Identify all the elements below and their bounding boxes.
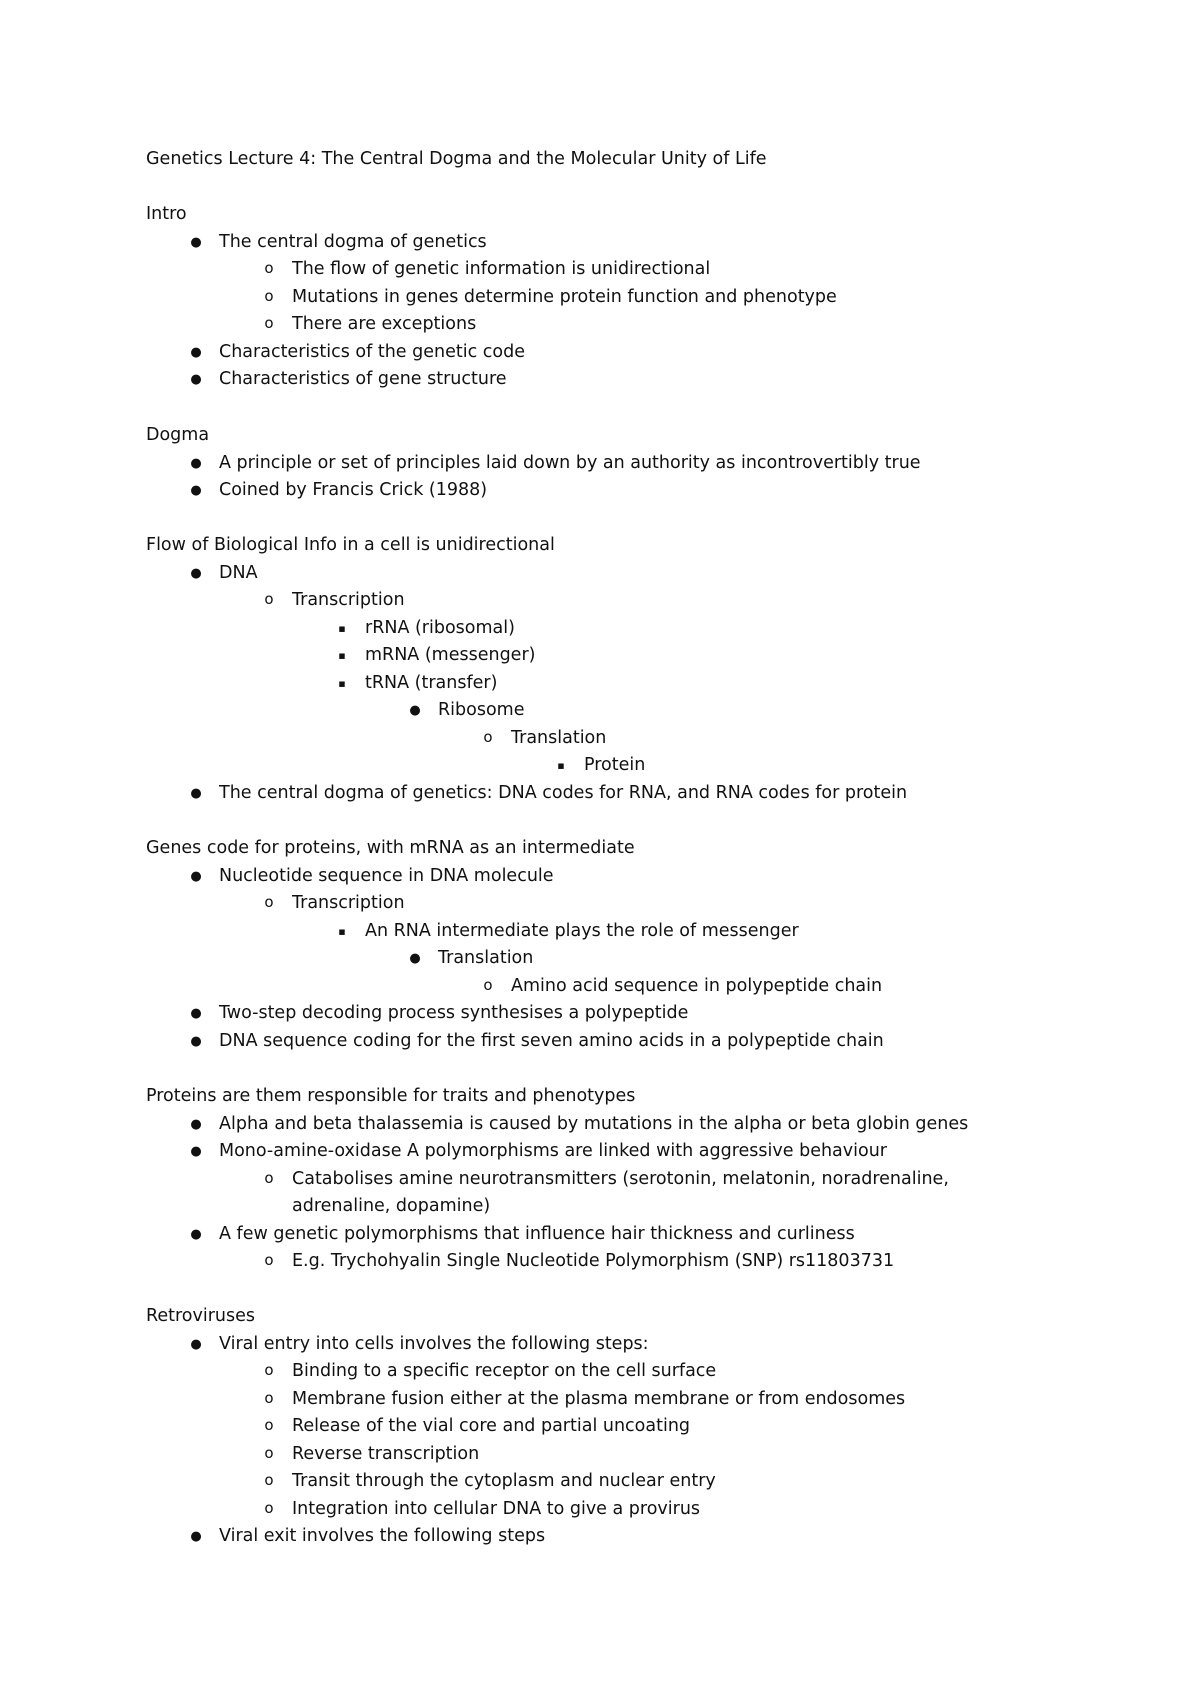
section-genes <box>146 835 1026 1055</box>
section-heading: Flow of Biological Info in a cell is unidirectional <box>146 535 555 555</box>
list-item <box>146 697 1026 725</box>
list-item-text: DNA <box>219 562 258 583</box>
list-item <box>146 918 1026 946</box>
circle-bullet-icon: o <box>264 1168 274 1187</box>
document-title: Genetics Lecture 4: The Central Dogma and the Molecular Unity of Life <box>146 149 767 169</box>
bullet-icon: ● <box>190 344 202 360</box>
square-bullet-icon: ▪ <box>338 621 346 635</box>
list-item-text: Mono-amine-oxidase A polymorphisms are linked with aggressive behaviour <box>219 1141 887 1161</box>
list-item-text: Characteristics of the genetic code <box>219 341 525 362</box>
section-heading: Intro <box>146 204 187 224</box>
section-heading: Proteins are them responsible for traits and phenotypes <box>146 1086 636 1106</box>
list-item-text: Transcription <box>292 893 405 913</box>
circle-bullet-icon: o <box>264 259 274 277</box>
list-item <box>146 1468 1026 1496</box>
circle-bullet-icon: o <box>264 286 274 305</box>
list-item-text: The central dogma of genetics <box>219 231 487 252</box>
section-intro <box>146 201 1026 394</box>
list-item-text: tRNA (transfer) <box>365 672 498 693</box>
circle-bullet-icon: o <box>264 1498 274 1517</box>
list-item-text: Reverse transcription <box>292 1443 480 1464</box>
list-item <box>146 945 1026 973</box>
list-item <box>146 725 1026 753</box>
list-item <box>146 642 1026 670</box>
list-item <box>146 1523 1026 1551</box>
list-item <box>146 560 1026 588</box>
bullet-icon: ● <box>190 1336 202 1352</box>
list-item-text: An RNA intermediate plays the role of messenger <box>365 920 799 941</box>
square-bullet-icon: ▪ <box>338 649 346 662</box>
circle-bullet-icon: o <box>264 1388 274 1407</box>
list-item <box>146 1441 1026 1469</box>
square-bullet-icon: ▪ <box>338 676 346 690</box>
circle-bullet-icon: o <box>264 1443 274 1462</box>
circle-bullet-icon: o <box>264 314 274 332</box>
bullet-icon: ● <box>190 565 202 581</box>
list-item <box>146 1413 1026 1441</box>
list-item <box>146 1496 1026 1524</box>
bullet-icon: ● <box>190 1529 202 1544</box>
bullet-icon: ● <box>190 372 202 387</box>
list-item-text: Amino acid sequence in polypeptide chain <box>511 975 883 996</box>
bullet-icon: ● <box>409 951 421 966</box>
list-item-text: Mutations in genes determine protein function and phenotype <box>292 286 837 307</box>
list-item <box>146 311 1026 339</box>
circle-bullet-icon: o <box>483 727 493 746</box>
list-item <box>146 1166 1026 1221</box>
section-dogma <box>146 422 1026 505</box>
list-item-text: Translation <box>511 727 607 748</box>
bullet-icon: ● <box>190 483 202 498</box>
list-item-text: There are exceptions <box>292 314 477 334</box>
list-item <box>146 229 1026 257</box>
list-item-text: Protein <box>584 755 646 775</box>
list-item <box>146 670 1026 698</box>
list-item-text: A few genetic polymorphisms that influence hair thickness and curliness <box>219 1223 855 1244</box>
list-item <box>146 1331 1026 1359</box>
list-item <box>146 450 1026 478</box>
list-item <box>146 366 1026 394</box>
list-item <box>146 1000 1026 1028</box>
circle-bullet-icon: o <box>264 1471 274 1489</box>
list-item-text: Integration into cellular DNA to give a provirus <box>292 1498 701 1519</box>
bullet-icon: ● <box>409 703 421 718</box>
circle-bullet-icon: o <box>264 1416 274 1434</box>
list-item <box>146 890 1026 918</box>
list-item-text: A principle or set of principles laid down by an authority as incontrovertibly true <box>219 452 921 473</box>
list-item <box>146 284 1026 312</box>
circle-bullet-icon: o <box>264 893 274 911</box>
list-item-text: Ribosome <box>438 700 525 720</box>
section-heading: Genes code for proteins, with mRNA as an intermediate <box>146 838 635 858</box>
list-item <box>146 1138 1026 1166</box>
list-item <box>146 339 1026 367</box>
section-proteins <box>146 1083 1026 1276</box>
list-item <box>146 1358 1026 1386</box>
section-flow <box>146 532 1026 807</box>
bullet-icon: ● <box>190 455 202 471</box>
circle-bullet-icon: o <box>264 590 274 608</box>
list-item-text: DNA sequence coding for the first seven amino acids in a polypeptide chain <box>219 1030 884 1051</box>
list-item <box>146 1248 1026 1276</box>
bullet-icon: ● <box>190 1033 202 1049</box>
list-item-text: mRNA (messenger) <box>365 645 536 665</box>
list-item-text: Characteristics of gene structure <box>219 369 507 389</box>
list-item-text: Binding to a specific receptor on the cell surface <box>292 1361 717 1381</box>
list-item <box>146 1111 1026 1139</box>
list-item <box>146 973 1026 1001</box>
bullet-icon: ● <box>190 1006 202 1021</box>
list-item <box>146 863 1026 891</box>
list-item-text: Transcription <box>292 590 405 610</box>
bullet-icon: ● <box>190 868 202 884</box>
circle-bullet-icon: o <box>483 975 493 994</box>
list-item <box>146 780 1026 808</box>
list-item <box>146 477 1026 505</box>
list-item-text: rRNA (ribosomal) <box>365 617 515 638</box>
list-item-text: Transit through the cytoplasm and nuclear entry <box>292 1471 716 1491</box>
bullet-icon: ● <box>190 785 202 801</box>
bullet-icon: ● <box>190 1116 202 1132</box>
list-item <box>146 1028 1026 1056</box>
section-heading: Retroviruses <box>146 1306 256 1326</box>
square-bullet-icon: ▪ <box>557 759 565 772</box>
list-item-text: Nucleotide sequence in DNA molecule <box>219 865 554 886</box>
list-item <box>146 256 1026 284</box>
list-item-text: The flow of genetic information is unidirectional <box>292 259 711 279</box>
bullet-icon: ● <box>190 1144 202 1159</box>
list-item-text: Viral exit involves the following steps <box>219 1526 546 1546</box>
list-item-text: Catabolises amine neurotransmitters (serotonin, melatonin, noradrenaline, adrenaline, dopamine) <box>292 1168 949 1216</box>
list-item <box>146 752 1026 780</box>
list-item-text: Coined by Francis Crick (1988) <box>219 480 488 500</box>
square-bullet-icon: ▪ <box>338 924 346 938</box>
list-item <box>146 1386 1026 1414</box>
list-item-text: Two-step decoding process synthesises a polypeptide <box>219 1003 689 1023</box>
list-item-text: The central dogma of genetics: DNA codes for RNA, and RNA codes for protein <box>219 782 908 803</box>
list-item-text: E.g. Trychohyalin Single Nucleotide Polymorphism (SNP) rs11803731 <box>292 1251 895 1271</box>
circle-bullet-icon: o <box>264 1361 274 1379</box>
list-item-text: Alpha and beta thalassemia is caused by mutations in the alpha or beta globin genes <box>219 1113 969 1134</box>
bullet-icon: ● <box>190 1226 202 1242</box>
list-item <box>146 1221 1026 1249</box>
list-item-text: Membrane fusion either at the plasma membrane or from endosomes <box>292 1388 906 1409</box>
list-item-text: Viral entry into cells involves the following steps: <box>219 1333 649 1354</box>
bullet-icon: ● <box>190 234 202 250</box>
list-item <box>146 615 1026 643</box>
list-item-text: Release of the vial core and partial uncoating <box>292 1416 691 1436</box>
list-item <box>146 587 1026 615</box>
section-heading: Dogma <box>146 425 210 445</box>
list-item-text: Translation <box>438 948 534 968</box>
circle-bullet-icon: o <box>264 1251 274 1269</box>
section-retroviruses <box>146 1303 1026 1551</box>
